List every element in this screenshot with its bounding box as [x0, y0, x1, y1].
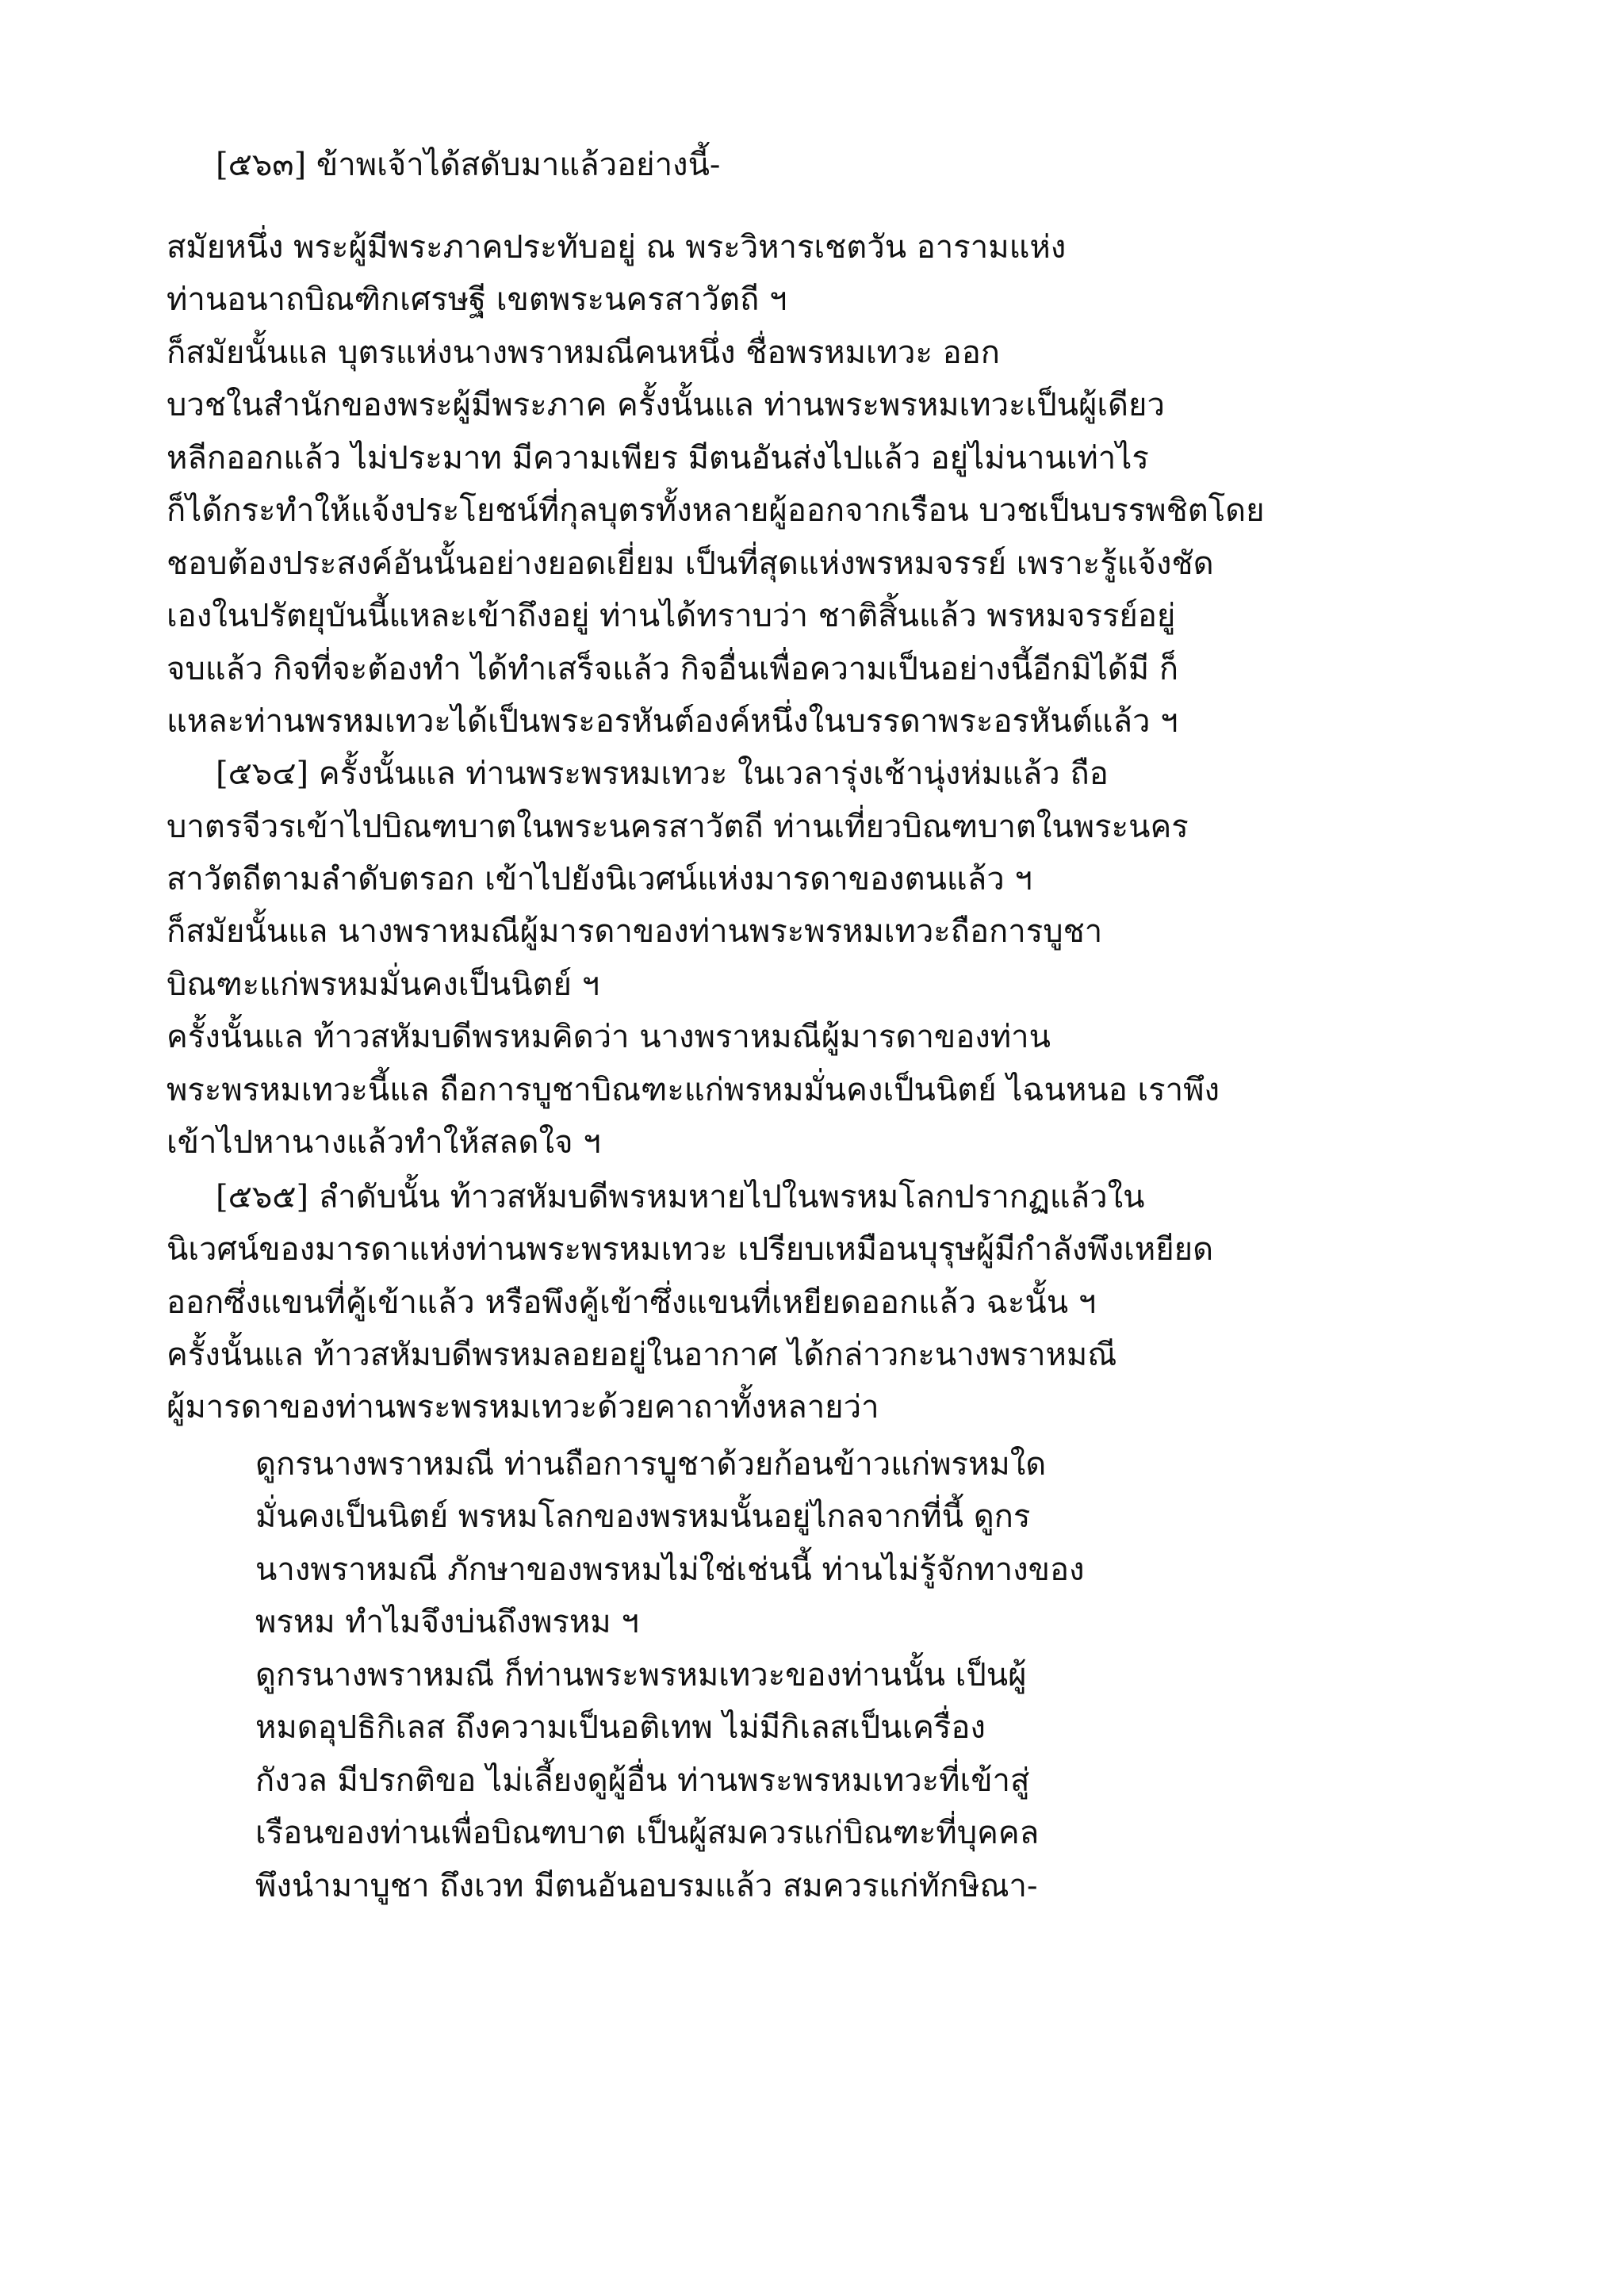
paragraph-line: แหละท่านพรหมเทวะได้เป็นพระอรหันต์องค์หนึ่งในบรรดาพระอรหันต์แล้ว ฯ: [167, 703, 1178, 740]
paragraph-line: [๕๖๔] ครั้งนั้นแล ท่านพระพรหมเทวะ ในเวลารุ่งเช้านุ่งห่มแล้ว ถือ: [216, 756, 1109, 792]
paragraph-line: ท่านอนาถบิณฑิกเศรษฐี เขตพระนครสาวัตถี ฯ: [167, 281, 787, 318]
paragraph-line: ครั้งนั้นแล ท้าวสหัมบดีพรหมลอยอยู่ในอากาศ ได้กล่าวกะนางพราหมณี: [167, 1337, 1117, 1373]
paragraph-line: พระพรหมเทวะนี้แล ถือการบูชาบิณฑะแก่พรหมมั่นคงเป็นนิตย์ ไฉนหนอ เราพึง: [167, 1072, 1220, 1108]
paragraph-line: สาวัตถีตามลำดับตรอก เข้าไปยังนิเวศน์แห่งมารดาของตนแล้ว ฯ: [167, 861, 1032, 897]
paragraph-line: เข้าไปหานางแล้วทำให้สลดใจ ฯ: [167, 1124, 601, 1161]
verse-line: ดูกรนางพราหมณี ท่านถือการบูชาด้วยก้อนข้าวแก่พรหมใด: [255, 1446, 1047, 1483]
paragraph-line: เองในปรัตยุบันนี้แหละเข้าถึงอยู่ ท่านได้ทราบว่า ชาติสิ้นแล้ว พรหมจรรย์อยู่: [167, 598, 1176, 634]
paragraph-line: [๕๖๓] ข้าพเจ้าได้สดับมาแล้วอย่างนี้-: [216, 147, 721, 183]
paragraph-line: ก็ได้กระทำให้แจ้งประโยชน์ที่กุลบุตรทั้งหลายผู้ออกจากเรือน บวชเป็นบรรพชิตโดย: [167, 492, 1265, 529]
paragraph-line: นิเวศน์ของมารดาแห่งท่านพระพรหมเทวะ เปรียบเหมือนบุรุษผู้มีกำลังพึงเหยียด: [167, 1231, 1214, 1268]
verse-line: พึงนำมาบูชา ถึงเวท มีตนอันอบรมแล้ว สมควรแก่ทักษิณา-: [255, 1868, 1038, 1904]
verse-line: พรหม ทำไมจึงบ่นถึงพรหม ฯ: [255, 1604, 639, 1640]
paragraph-line: บวชในสำนักของพระผู้มีพระภาค ครั้งนั้นแล ท่านพระพรหมเทวะเป็นผู้เดียว: [167, 387, 1165, 423]
paragraph-line: ออกซึ่งแขนที่คู้เข้าแล้ว หรือพึงคู้เข้าซึ่งแขนที่เหยียดออกแล้ว ฉะนั้น ฯ: [167, 1284, 1097, 1321]
verse-line: มั่นคงเป็นนิตย์ พรหมโลกของพรหมนั้นอยู่ไกลจากที่นี้ ดูกร: [255, 1498, 1031, 1535]
paragraph-line: บิณฑะแก่พรหมมั่นคงเป็นนิตย์ ฯ: [167, 966, 600, 1003]
paragraph-line: บาตรจีวรเข้าไปบิณฑบาตในพระนครสาวัตถี ท่านเที่ยวบิณฑบาตในพระนคร: [167, 809, 1189, 845]
paragraph-line: ก็สมัยนั้นแล นางพราหมณีผู้มารดาของท่านพระพรหมเทวะถือการบูชา: [167, 913, 1103, 950]
verse-line: เรือนของท่านเพื่อบิณฑบาต เป็นผู้สมควรแก่บิณฑะที่บุคคล: [255, 1815, 1040, 1851]
paragraph-line: ชอบต้องประสงค์อันนั้นอย่างยอดเยี่ยม เป็นที่สุดแห่งพรหมจรรย์ เพราะรู้แจ้งชัด: [167, 545, 1214, 582]
verse-line: นางพราหมณี ภักษาของพรหมไม่ใช่เช่นนี้ ท่านไม่รู้จักทางของ: [255, 1552, 1085, 1588]
verse-line: หมดอุปธิกิเลส ถึงความเป็นอติเทพ ไม่มีกิเลสเป็นเครื่อง: [255, 1709, 986, 1746]
paragraph-line: ครั้งนั้นแล ท้าวสหัมบดีพรหมคิดว่า นางพราหมณีผู้มารดาของท่าน: [167, 1019, 1051, 1055]
paragraph-line: จบแล้ว กิจที่จะต้องทำ ได้ทำเสร็จแล้ว กิจอื่นเพื่อความเป็นอย่างนี้อีกมิได้มี ก็: [167, 651, 1179, 687]
verse-line: ดูกรนางพราหมณี ก็ท่านพระพรหมเทวะของท่านนั้น เป็นผู้: [255, 1657, 1027, 1693]
paragraph-line: [๕๖๕] ลำดับนั้น ท้าวสหัมบดีพรหมหายไปในพรหมโลกปรากฏแล้วใน: [216, 1179, 1145, 1215]
paragraph-line: ก็สมัยนั้นแล บุตรแห่งนางพราหมณีคนหนึ่ง ชื่อพรหมเทวะ ออก: [167, 335, 1000, 371]
paragraph-line: หลีกออกแล้ว ไม่ประมาท มีความเพียร มีตนอันส่งไปแล้ว อยู่ไม่นานเท่าไร: [167, 440, 1149, 476]
paragraph-line: ผู้มารดาของท่านพระพรหมเทวะด้วยคาถาทั้งหลายว่า: [167, 1389, 879, 1425]
paragraph-line: สมัยหนึ่ง พระผู้มีพระภาคประทับอยู่ ณ พระวิหารเชตวัน อารามแห่ง: [167, 229, 1067, 266]
verse-line: กังวล มีปรกติขอ ไม่เลี้ยงดูผู้อื่น ท่านพระพรหมเทวะที่เข้าสู่: [255, 1762, 1030, 1799]
